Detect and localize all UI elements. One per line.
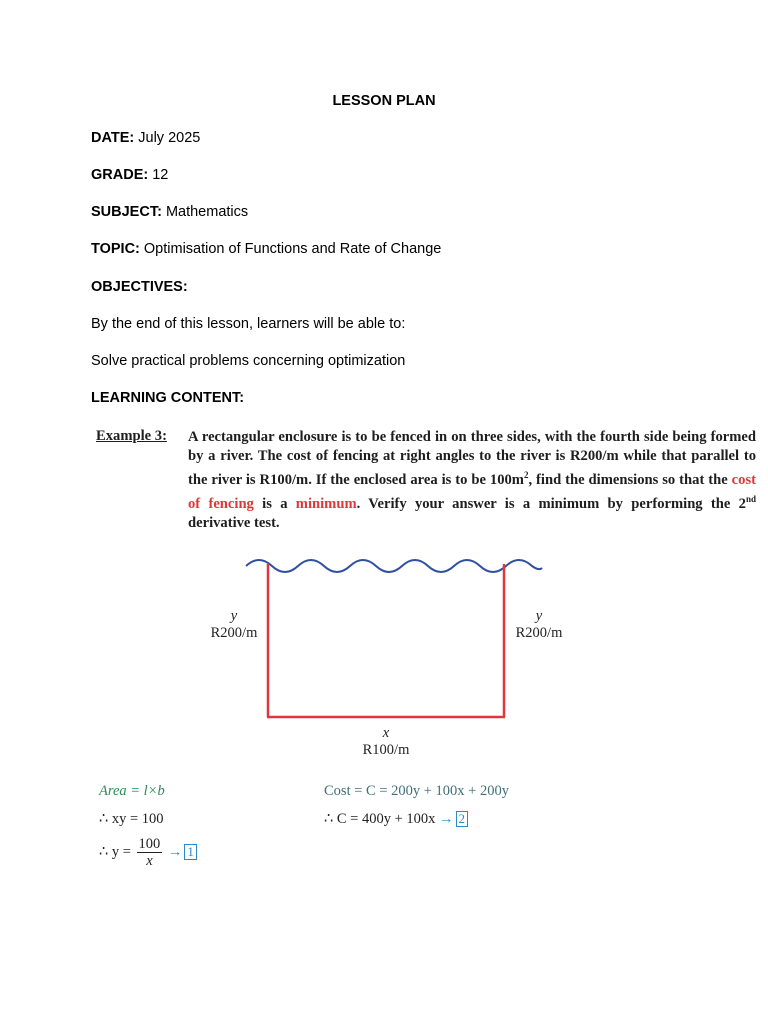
objectives-heading: OBJECTIVES:	[91, 279, 188, 295]
date-value: July 2025	[138, 130, 201, 146]
subject-label: SUBJECT:	[91, 204, 162, 220]
page-title: LESSON PLAN	[332, 93, 436, 109]
cost-simplified: ∴ C = 400y + 100x → 2	[324, 811, 468, 828]
y-equation: ∴ y = $\frac{100}{x}$ → 1	[99, 836, 197, 869]
left-side-label: y R200/m	[210, 608, 258, 641]
river-wave	[246, 560, 542, 572]
xy-equation: ∴ xy = 100	[99, 811, 164, 827]
objective-item: Solve practical problems concerning optimization	[91, 353, 406, 369]
bottom-side-label: x R100/m	[362, 725, 410, 758]
date-line	[91, 130, 200, 146]
y-fraction: $\frac{100}{x}$	[138, 836, 161, 869]
topic-line	[91, 241, 441, 257]
topic-label: TOPIC:	[91, 241, 140, 257]
right-side-label: y R200/m	[515, 608, 563, 641]
area-formula: Area = l×b	[99, 783, 165, 799]
equation-tag-2: 2	[456, 811, 469, 827]
topic-value: Optimisation of Functions and Rate of Change	[143, 241, 442, 257]
grade-label: GRADE:	[91, 167, 149, 183]
subject-value: Mathematics	[165, 204, 249, 220]
arrow-icon: →	[439, 811, 454, 827]
area-superscript: 2	[523, 470, 529, 480]
objectives-intro: By the end of this lesson, learners will be able to:	[91, 316, 406, 332]
highlight-minimum: minimum	[295, 495, 357, 512]
date-label: DATE:	[91, 130, 135, 146]
grade-line	[91, 167, 168, 183]
example-text: A rectangular enclosure is to be fenced in on three sides, with the fourth side being formed by a river. The cost of fencing at right angles to the river is R200/m while that parallel to the river is R100/m. If the enclosed area is to be $100m^2$, find the dimensions so that the cost of fencing is a minimum. Verify your answer is a minimum by performing the 2nd derivative test.	[188, 429, 756, 531]
example-label: Example 3:	[96, 428, 167, 444]
equation-tag-1: 1	[184, 844, 197, 860]
learning-content-heading: LEARNING CONTENT:	[91, 390, 245, 406]
subject-line	[91, 204, 248, 220]
derivative-superscript: nd	[745, 493, 756, 504]
grade-value: 12	[152, 167, 169, 183]
cost-formula: Cost = C = 200y + 100x + 200y	[324, 783, 509, 799]
arrow-icon: →	[167, 843, 183, 860]
highlight-cost-of-fencing: cost of fencing	[188, 471, 756, 512]
